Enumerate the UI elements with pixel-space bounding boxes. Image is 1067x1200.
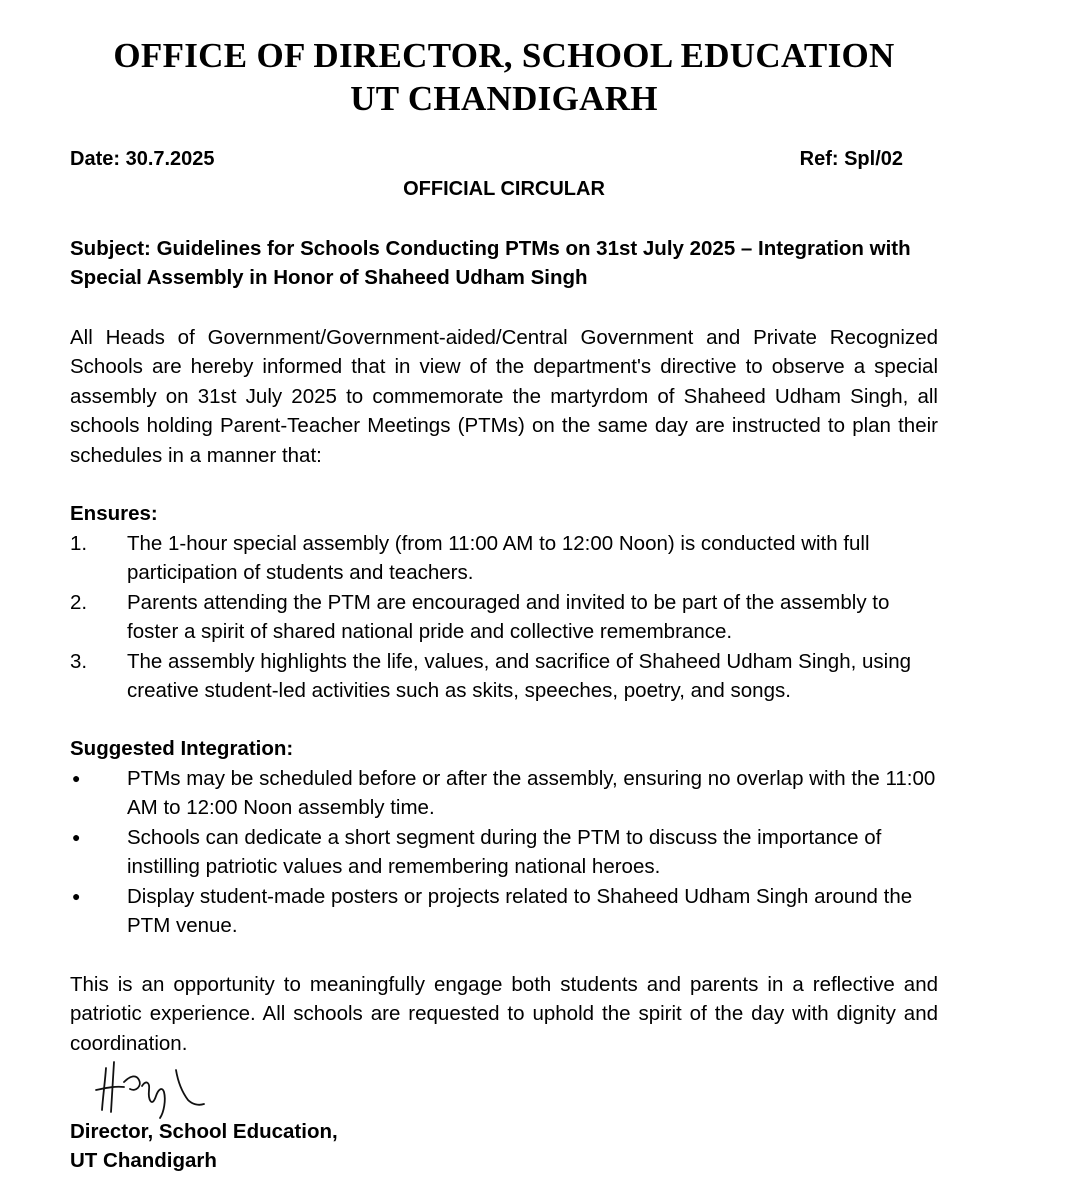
bullet-icon: ● (72, 887, 81, 904)
list-number: 3. (70, 649, 88, 673)
bullet-icon: ● (72, 770, 81, 786)
office-title: OFFICE OF DIRECTOR, SCHOOL EDUCATION (113, 36, 895, 75)
list-item-text: Schools can dedicate a short segment during the PTM to discuss the importance of instilling patriotic values and remembering national heroes. (127, 825, 882, 879)
office-location: UT CHANDIGARH (350, 79, 658, 118)
closing-paragraph: This is an opportunity to meaningfully engage both students and parents in a reflective and patriotic experience. All schools are requested to uphold the spirit of the day with dignity and coordination. (70, 973, 938, 1055)
list-number: 2. (70, 590, 88, 614)
ensures-heading: Ensures: (70, 502, 158, 525)
subject-line: Subject: Guidelines for Schools Conducting PTMs on 31st July 2025 – Integration with Special Assembly in Honor of Shaheed Udham Singh (70, 237, 911, 290)
list-item (70, 647, 938, 706)
circular-title: OFFICIAL CIRCULAR (403, 178, 605, 200)
list-item-text: Parents attending the PTM are encouraged and invited to be part of the assembly to foster a spirit of shared national pride and collective remembrance. (127, 590, 890, 644)
signatory-block (70, 1117, 338, 1176)
list-item-text: Display student-made posters or projects related to Shaheed Udham Singh around the PTM venue. (127, 884, 913, 938)
list-item (70, 882, 938, 941)
ensures-list (70, 529, 938, 705)
list-item-text: The assembly highlights the life, values, and sacrifice of Shaheed Udham Singh, using creative student-led activities such as skits, speeches, poetry, and songs. (127, 649, 912, 703)
list-item (70, 764, 938, 823)
signatory-title: Director, School Education, (70, 1120, 338, 1143)
signature-icon (92, 1056, 222, 1120)
list-item (70, 823, 938, 882)
list-item (70, 529, 938, 588)
suggested-integration-heading: Suggested Integration: (70, 737, 294, 760)
intro-paragraph: All Heads of Government/Government-aided/Central Government and Private Recognized Schools are hereby informed that in view of the department's directive to observe a special assembly on 31st July 2025 to commemorate the martyrdom of Shaheed Udham Singh, all schools holding Parent-Teacher Meetings (PTMs) on the same day are instructed to plan their schedules in a manner that: (70, 326, 938, 467)
list-number: 1. (70, 532, 88, 555)
list-item-text: PTMs may be scheduled before or after the assembly, ensuring no overlap with the 11:00 AM to 12:00 Noon assembly time. (127, 767, 936, 820)
circular-date: Date: 30.7.2025 (70, 148, 215, 170)
list-item-text: The 1-hour special assembly (from 11:00 AM to 12:00 Noon) is conducted with full participation of students and teachers. (127, 532, 870, 585)
suggested-integration-list (70, 764, 938, 940)
bullet-icon: ● (72, 828, 81, 845)
signatory-location: UT Chandigarh (70, 1149, 217, 1173)
circular-reference: Ref: Spl/02 (799, 148, 903, 170)
list-item (70, 588, 938, 647)
